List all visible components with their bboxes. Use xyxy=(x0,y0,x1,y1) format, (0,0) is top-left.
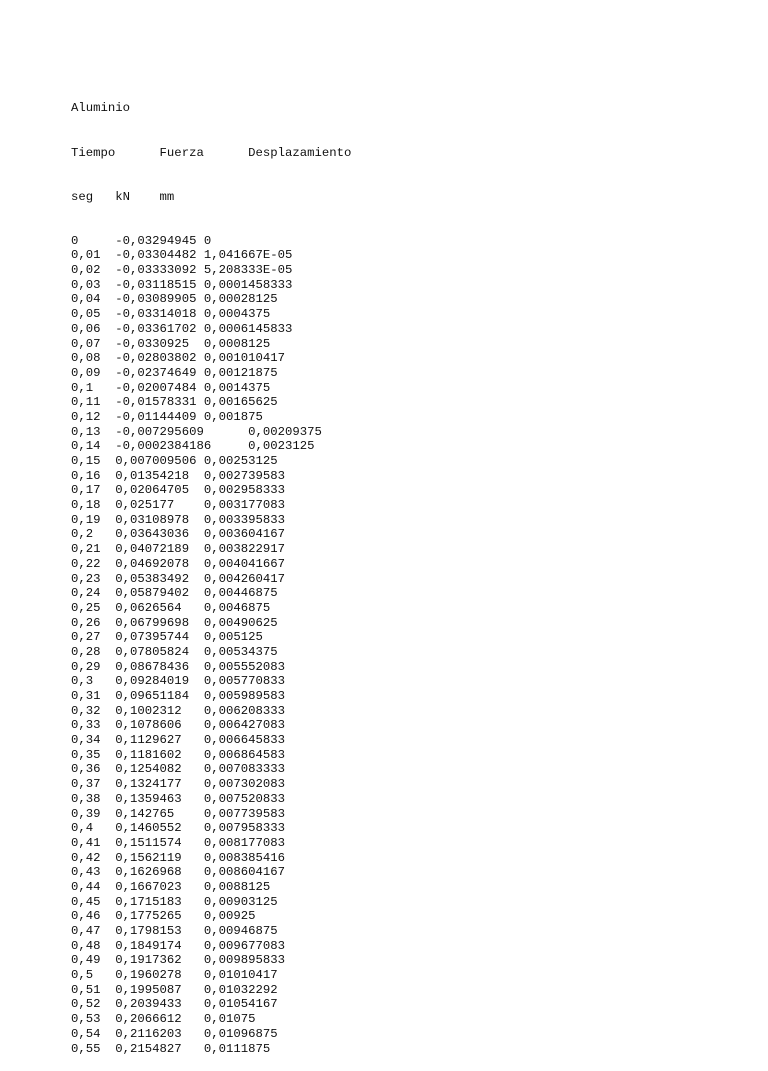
table-row: 0,37 0,1324177 0,007302083 xyxy=(71,777,286,792)
table-row: 0,07 -0,0330925 0,0008125 xyxy=(71,336,271,351)
table-row: 0,09 -0,02374649 0,00121875 xyxy=(71,365,278,380)
table-row: 0,3 0,09284019 0,005770833 xyxy=(71,674,286,689)
table-row: 0 -0,03294945 0 xyxy=(71,233,212,248)
table-row: 0,54 0,2116203 0,01096875 xyxy=(71,1026,278,1041)
table-row: 0,26 0,06799698 0,00490625 xyxy=(71,615,278,630)
table-row: 0,06 -0,03361702 0,0006145833 xyxy=(71,321,293,336)
table-row: 0,43 0,1626968 0,008604167 xyxy=(71,865,286,880)
table-row: 0,45 0,1715183 0,00903125 xyxy=(71,894,278,909)
column-headers: Tiempo Fuerza Desplazamiento xyxy=(71,145,352,160)
table-row: 0,27 0,07395744 0,005125 xyxy=(71,630,263,645)
table-row: 0,53 0,2066612 0,01075 xyxy=(71,1012,256,1027)
table-row: 0,42 0,1562119 0,008385416 xyxy=(71,850,286,865)
table-row: 0,55 0,2154827 0,0111875 xyxy=(71,1041,271,1056)
table-row: 0,48 0,1849174 0,009677083 xyxy=(71,938,286,953)
table-row: 0,11 -0,01578331 0,00165625 xyxy=(71,395,278,410)
table-row: 0,19 0,03108978 0,003395833 xyxy=(71,512,286,527)
table-row: 0,08 -0,02803802 0,001010417 xyxy=(71,351,286,366)
table-row: 0,39 0,142765 0,007739583 xyxy=(71,806,286,821)
table-row: 0,04 -0,03089905 0,00028125 xyxy=(71,292,278,307)
table-row: 0,2 0,03643036 0,003604167 xyxy=(71,527,286,542)
table-row: 0,16 0,01354218 0,002739583 xyxy=(71,468,286,483)
table-row: 0,4 0,1460552 0,007958333 xyxy=(71,821,286,836)
table-row: 0,52 0,2039433 0,01054167 xyxy=(71,997,278,1012)
document-title: Aluminio xyxy=(71,101,131,116)
table-row: 0,36 0,1254082 0,007083333 xyxy=(71,762,286,777)
table-row: 0,31 0,09651184 0,005989583 xyxy=(71,689,286,703)
table-row: 0,51 0,1995087 0,01032292 xyxy=(71,982,278,997)
table-row: 0,5 0,1960278 0,01010417 xyxy=(71,968,278,983)
table-row: 0,12 -0,01144409 0,001875 xyxy=(71,409,263,424)
table-row: 0,33 0,1078606 0,006427083 xyxy=(71,718,286,733)
table-row: 0,28 0,07805824 0,00534375 xyxy=(71,644,278,659)
table-row: 0,24 0,05879402 0,00446875 xyxy=(71,586,278,601)
table-row: 0,18 0,025177 0,003177083 xyxy=(71,498,286,513)
table-row: 0,21 0,04072189 0,003822917 xyxy=(71,542,286,557)
table-row: 0,29 0,08678436 0,005552083 xyxy=(71,659,286,674)
table-row: 0,34 0,1129627 0,006645833 xyxy=(71,733,286,748)
table-row: 0,22 0,04692078 0,004041667 xyxy=(71,556,286,571)
table-row: 0,02 -0,03333092 5,208333E-05 xyxy=(71,263,293,278)
table-row: 0,32 0,1002312 0,006208333 xyxy=(71,703,286,718)
table-row: 0,38 0,1359463 0,007520833 xyxy=(71,791,286,806)
table-row: 0,41 0,1511574 0,008177083 xyxy=(71,835,286,850)
table-row: 0,17 0,02064705 0,002958333 xyxy=(71,483,286,498)
table-row: 0,46 0,1775265 0,00925 xyxy=(71,909,256,924)
table-row: 0,23 0,05383492 0,004260417 xyxy=(71,571,286,586)
table-row: 0,49 0,1917362 0,009895833 xyxy=(71,953,286,968)
table-row: 0,1 -0,02007484 0,0014375 xyxy=(71,380,271,395)
table-row: 0,05 -0,03314018 0,0004375 xyxy=(71,307,271,322)
table-row: 0,01 -0,03304482 1,041667E-05 xyxy=(71,248,293,263)
data-table xyxy=(71,234,351,1057)
table-row: 0,44 0,1667023 0,0088125 xyxy=(71,879,271,894)
table-row: 0,25 0,0626564 0,0046875 xyxy=(71,600,271,615)
table-row: 0,35 0,1181602 0,006864583 xyxy=(71,747,286,762)
column-units: seg kN mm xyxy=(71,189,175,204)
table-row: 0,03 -0,03118515 0,0001458333 xyxy=(71,277,293,292)
table-row: 0,47 0,1798153 0,00946875 xyxy=(71,924,278,938)
table-row: 0,15 0,007009506 0,00253125 xyxy=(71,454,278,468)
table-row: 0,14 -0,0002384186 0,0023125 xyxy=(71,439,315,454)
table-row: 0,13 -0,007295609 0,00209375 xyxy=(71,424,322,439)
document-body xyxy=(71,72,351,1071)
